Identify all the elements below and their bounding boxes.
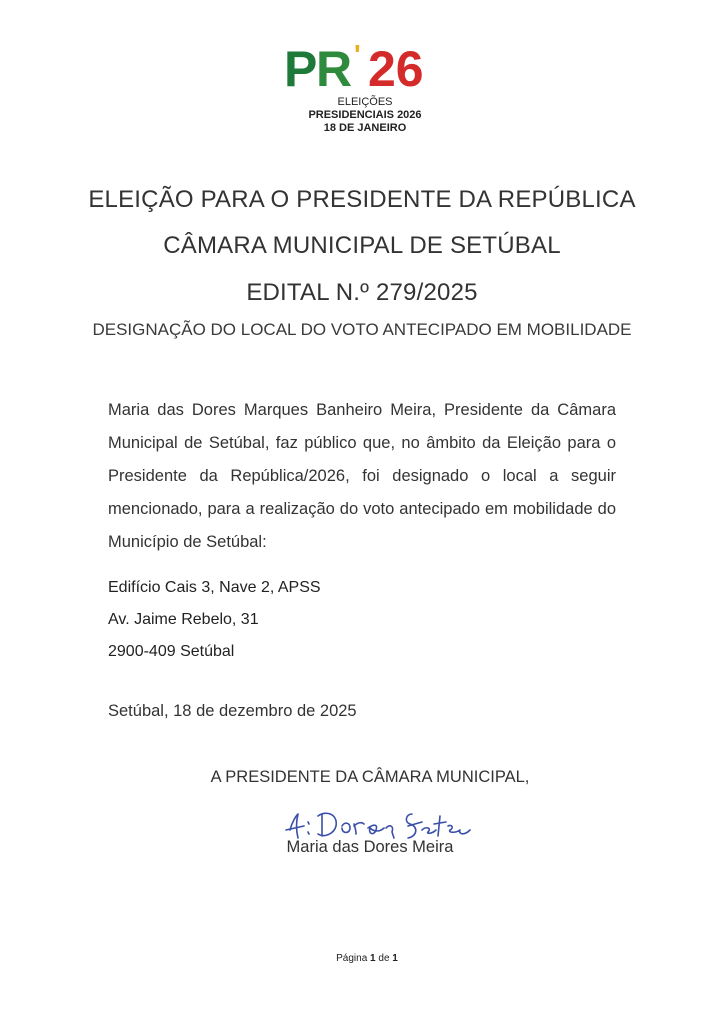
address-line-street: Av. Jaime Rebelo, 31 xyxy=(108,611,259,628)
logo-letters-pr: P xyxy=(284,42,318,94)
address-line-building: Edifício Cais 3, Nave 2, APSS xyxy=(108,579,321,596)
heading-edital-number: EDITAL N.º 279/2025 xyxy=(246,279,478,306)
footer-page-label: Página xyxy=(336,953,368,964)
pr26-logo-mark xyxy=(284,42,454,94)
address-line-postal: 2900-409 Setúbal xyxy=(108,643,235,660)
body-paragraph: Maria das Dores Marques Banheiro Meira, Presidente da Câmara Municipal de Setúbal, faz público que, no âmbito da Eleição para o Presidente da República/2026, foi designado o local a seguir mencionado, para a realização do voto antecipado em mobilidade do Município de Setúbal: xyxy=(108,401,616,551)
signature-role: A PRESIDENTE DA CÂMARA MUNICIPAL, xyxy=(210,768,530,786)
place-and-date: Setúbal, 18 de dezembro de 2025 xyxy=(108,702,357,720)
heading-municipality: CÂMARA MUNICIPAL DE SETÚBAL xyxy=(163,232,561,259)
logo-caption-line3: 18 DE JANEIRO xyxy=(323,122,407,134)
footer-total-pages: 1 xyxy=(392,953,398,964)
logo-caption-line1: ELEIÇÕES xyxy=(337,96,393,108)
page-footer xyxy=(0,953,724,964)
logo-year: 26 xyxy=(368,42,424,94)
address-block xyxy=(108,572,321,668)
logo-caption-line2: PRESIDENCIAIS 2026 xyxy=(308,109,422,121)
logo-apostrophe: ' xyxy=(354,42,361,70)
heading-election: ELEIÇÃO PARA O PRESIDENTE DA REPÚBLICA xyxy=(88,186,636,213)
logo-caption xyxy=(295,96,435,135)
signatory-name: Maria das Dores Meira xyxy=(286,838,454,856)
logo-letter-r: R xyxy=(316,42,353,94)
footer-current-page: 1 xyxy=(370,953,376,964)
heading-subtitle: DESIGNAÇÃO DO LOCAL DO VOTO ANTECIPADO EM MOBILIDADE xyxy=(92,320,632,339)
footer-of-label: de xyxy=(378,953,390,964)
